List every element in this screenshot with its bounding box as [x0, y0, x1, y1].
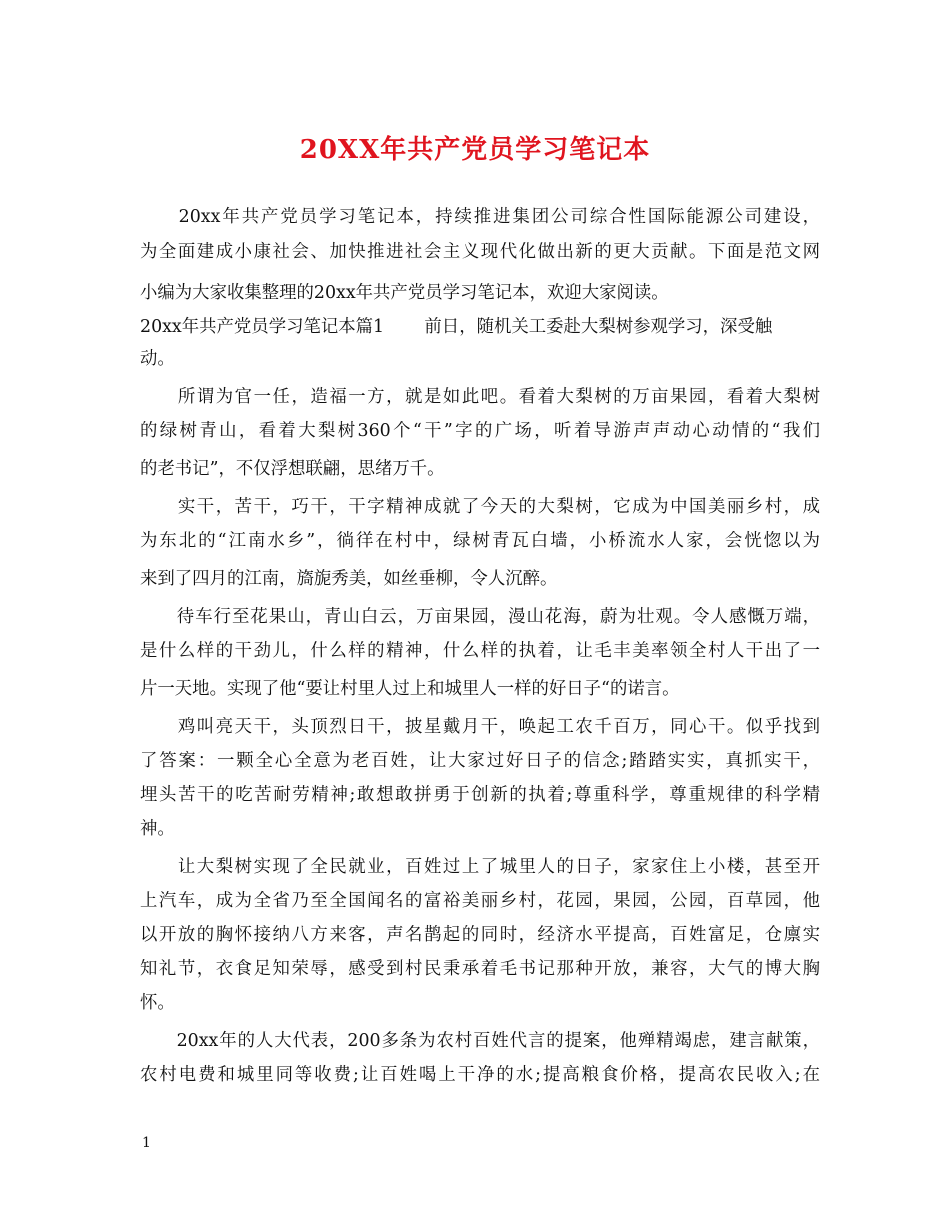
- body-text-line: 以开放的胸怀接纳八方来客，声名鹊起的同时，经济水平提高，百姓富足，仓廪实: [140, 925, 820, 945]
- body-text-line: 的绿树青山，看着大梨树360个“干”字的广场，听着导游声声动心动情的“我们: [140, 421, 820, 441]
- page-number: 1: [142, 1135, 151, 1151]
- document-title: 20XX年共产党员学习笔记本: [299, 135, 651, 165]
- body-text-line: 上汽车，成为全省乃至全国闻名的富裕美丽乡村，花园，果园，公园，百草园，他: [140, 891, 820, 911]
- body-text-line: 鸡叫亮天干，头顶烈日干，披星戴月干，唤起工农千百万，同心干。似乎找到: [140, 717, 820, 737]
- body-text-line: 待车行至花果山，青山白云，万亩果园，漫山花海，蔚为壮观。令人感慨万端，: [140, 607, 820, 627]
- body-text-line: 了答案：一颗全心全意为老百姓，让大家过好日子的信念;踏踏实实，真抓实干，: [140, 751, 820, 771]
- body-text-line: 是什么样的干劲儿，什么样的精神，什么样的执着，让毛丰美率领全村人干出了一: [140, 641, 820, 661]
- body-text-line: 20xx年共产党员学习笔记本，持续推进集团公司综合性国际能源公司建设，: [140, 207, 820, 227]
- body-text-line: 实干，苦干，巧干，干字精神成就了今天的大梨树，它成为中国美丽乡村，成: [140, 497, 820, 517]
- body-text-line: 小编为大家收集整理的20xx年共产党员学习笔记本，欢迎大家阅读。: [140, 283, 669, 303]
- body-text-line: 20xx年共产党员学习笔记本篇1 前日，随机关工委赴大梨树参观学习，深受触: [140, 317, 773, 337]
- body-text-line: 所谓为官一任，造福一方，就是如此吧。看着大梨树的万亩果园，看着大梨树: [140, 387, 820, 407]
- body-text-line: 农村电费和城里同等收费;让百姓喝上干净的水;提高粮食价格，提高农民收入;在: [140, 1065, 820, 1085]
- body-text-line: 的老书记”，不仅浮想联翩，思绪万千。: [140, 459, 445, 479]
- body-text-line: 片一天地。实现了他“要让村里人过上和城里人一样的好日子“的诺言。: [140, 679, 680, 699]
- body-text-line: 知礼节，衣食足知荣辱，感受到村民秉承着毛书记那种开放，兼容，大气的博大胸: [140, 959, 820, 979]
- body-text-line: 来到了四月的江南，旖旎秀美，如丝垂柳，令人沉醉。: [140, 569, 558, 589]
- body-text-line: 让大梨树实现了全民就业，百姓过上了城里人的日子，家家住上小楼，甚至开: [140, 857, 820, 877]
- body-text-line: 为全面建成小康社会、加快推进社会主义现代化做出新的更大贡献。下面是范文网: [140, 242, 820, 262]
- body-text-line: 怀。: [140, 993, 175, 1013]
- body-text-line: 神。: [140, 819, 175, 839]
- body-text-line: 20xx年的人大代表，200多条为农村百姓代言的提案，他殚精竭虑，建言献策，: [140, 1031, 820, 1051]
- body-text-line: 为东北的“江南水乡”，徜徉在村中，绿树青瓦白墙，小桥流水人家，会恍惚以为: [140, 531, 820, 551]
- body-text-line: 埋头苦干的吃苦耐劳精神;敢想敢拼勇于创新的执着;尊重科学，尊重规律的科学精: [140, 785, 820, 805]
- body-text-line: 动。: [140, 349, 175, 369]
